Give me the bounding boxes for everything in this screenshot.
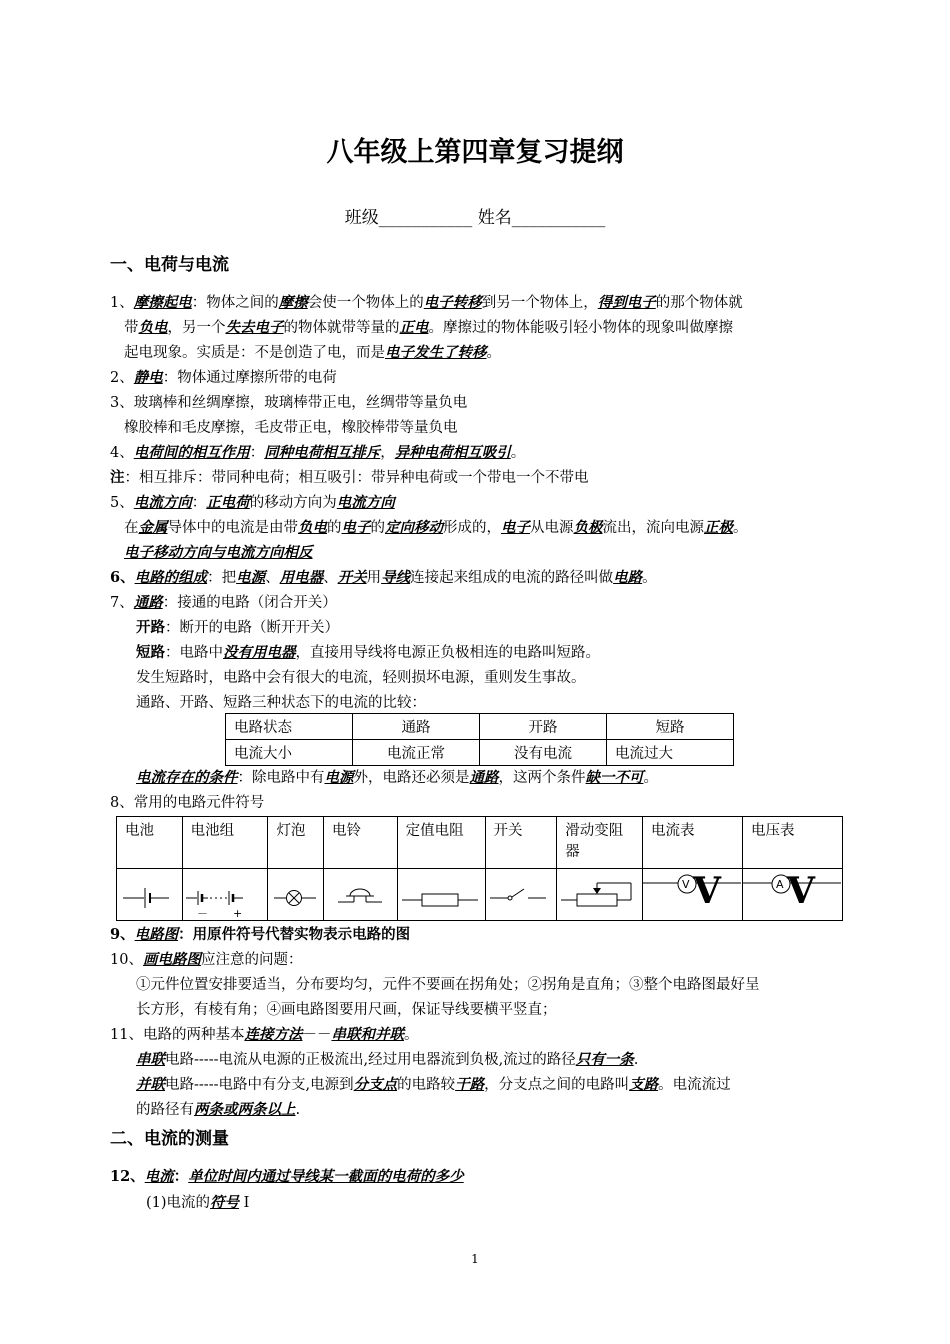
table-cell: 电铃	[323, 817, 397, 869]
line-6: 橡胶棒和毛皮摩擦，毛皮带正电，橡胶棒带等量负电	[124, 420, 458, 436]
rheostat-symbol-cell	[557, 869, 643, 921]
minus-sign: －	[196, 907, 208, 919]
class-name-line: 班级___________ 姓名___________	[344, 208, 606, 228]
page-title: 八年级上第四章复习提纲	[326, 137, 624, 168]
line-3: 起电现象。实质是：不是创造了电，而是电子发生了转移。	[124, 344, 501, 361]
line-18: 电流存在的条件：除电路中有电源外，电路还必须是通路，这两个条件缺一不可。	[136, 769, 658, 786]
line-23: 长方形，有棱有角；④画电路图要用尺画，保证导线要横平竖直；	[136, 1002, 557, 1018]
line-21: 10、画电路图应注意的问题：	[110, 951, 303, 968]
line-25: 串联电路-----电流从电源的正极流出,经过用电器流到负极,流过的路径只有一条.	[136, 1051, 639, 1068]
voltmeter-symbol-icon	[743, 869, 841, 919]
line-1: 1、摩擦起电：物体之间的摩擦会使一个物体上的电子转移到另一个物体上，得到电子的那个物体就	[110, 294, 743, 311]
switch-symbol-cell	[485, 869, 557, 921]
table-row	[226, 714, 734, 740]
table-cell: 电池	[117, 817, 183, 869]
switch-symbol-icon	[486, 869, 556, 919]
line-12: 6、电路的组成：把电源、用电器、开关用导线连接起来组成的电流的路径叫做电路。	[110, 569, 657, 586]
plus-sign: +	[232, 907, 242, 919]
line-14: 开路：断开的电路（断开开关）	[136, 619, 339, 636]
table-row	[226, 740, 734, 766]
line-7: 4、电荷间的相互作用：同种电荷相互排斥，异种电荷相互吸引。	[110, 444, 526, 461]
rheostat-symbol-icon	[557, 869, 641, 919]
bell-symbol-icon	[324, 869, 396, 919]
battery-symbol-icon	[117, 869, 181, 919]
line-16: 发生短路时，电路中会有很大的电流，轻则损坏电源，重则发生事故。	[136, 670, 586, 686]
line-2: 带负电，另一个失去电子的物体就带等量的正电。摩擦过的物体能吸引轻小物体的现象叫做摩擦	[124, 319, 733, 336]
table-cell: 没有电流	[480, 740, 607, 766]
ammeter-symbol-icon	[643, 869, 741, 919]
ammeter-circle-letter: V	[682, 878, 690, 891]
line-22: ①元件位置安排要适当，分布要均匀，元件不要画在拐角处；②拐角是直角；③整个电路图最好呈	[136, 977, 760, 993]
resistor-symbol-icon	[398, 869, 484, 919]
battery-symbol-cell	[117, 869, 183, 921]
line-8: 注：相互排斥：带同种电荷；相互吸引：带异种电荷或一个带电一个不带电	[110, 469, 589, 486]
line-15: 短路：电路中没有用电器，直接用导线将电源正负极相连的电路叫短路。	[136, 644, 600, 661]
line-11: 电子移动方向与电流方向相反	[124, 544, 313, 561]
table-row	[117, 869, 843, 921]
lamp-symbol-icon	[268, 869, 322, 919]
table-cell: 电流大小	[226, 740, 353, 766]
table-cell: 开路	[480, 714, 607, 740]
circuit-symbol-table	[116, 816, 843, 921]
table-cell: 定值电阻	[397, 817, 485, 869]
table-cell: 电池组	[182, 817, 268, 869]
line-4: 2、静电：物体通过摩擦所带的电荷	[110, 369, 337, 386]
circuit-state-table	[225, 713, 734, 766]
section-heading-1: 一、电荷与电流	[110, 255, 229, 275]
table-cell: 电流过大	[607, 740, 734, 766]
table-cell: 灯泡	[268, 817, 324, 869]
battery-pack-symbol-icon	[183, 869, 267, 919]
page-number: 1	[471, 1252, 479, 1266]
table-cell: 电压表	[742, 817, 842, 869]
table-cell: 滑动变阻器	[557, 817, 643, 869]
line-27: 的路径有两条或两条以上.	[136, 1101, 301, 1118]
battery-pack-symbol-cell	[182, 869, 268, 921]
line-28: 12、电流：单位时间内通过导线某一截面的电荷的多少	[110, 1168, 464, 1185]
table-cell: 电路状态	[226, 714, 353, 740]
section-heading-2: 二、电流的测量	[110, 1129, 229, 1149]
table-cell: 电流正常	[353, 740, 480, 766]
line-10: 在金属导体中的电流是由带负电的电子的定向移动形成的，电子从电源负极流出，流向电源正极。	[124, 519, 748, 536]
lamp-symbol-cell	[268, 869, 324, 921]
resistor-symbol-cell	[397, 869, 485, 921]
line-20: 9、电路图：用原件符号代替实物表示电路的图	[110, 926, 411, 943]
line-19: 8、常用的电路元件符号	[110, 795, 265, 811]
bell-symbol-cell	[323, 869, 397, 921]
table-cell: 电流表	[643, 817, 743, 869]
line-26: 并联电路-----电路中有分支,电源到分支点的电路较干路，分支点之间的电路叫支路。电流流过	[136, 1076, 731, 1093]
table-row	[117, 817, 843, 869]
table-cell: 短路	[607, 714, 734, 740]
voltmeter-circle-letter: A	[775, 878, 784, 891]
line-5: 3、玻璃棒和丝绸摩擦，玻璃棒带正电，丝绸带等量负电	[110, 395, 468, 411]
table-cell: 通路	[353, 714, 480, 740]
line-13: 7、通路：接通的电路（闭合开关）	[110, 594, 337, 611]
line-29: (1)电流的符号 I	[146, 1194, 250, 1211]
ammeter-large-letter: V	[693, 870, 721, 912]
line-17: 通路、开路、短路三种状态下的电流的比较：	[136, 695, 426, 711]
table-cell: 开关	[485, 817, 557, 869]
line-24: 11、电路的两种基本连接方法－－串联和并联。	[110, 1026, 419, 1043]
ammeter-symbol-cell	[643, 869, 743, 921]
line-9: 5、电流方向：正电荷的移动方向为电流方向	[110, 494, 395, 511]
voltmeter-large-letter: V	[786, 870, 815, 912]
voltmeter-symbol-cell	[742, 869, 842, 921]
